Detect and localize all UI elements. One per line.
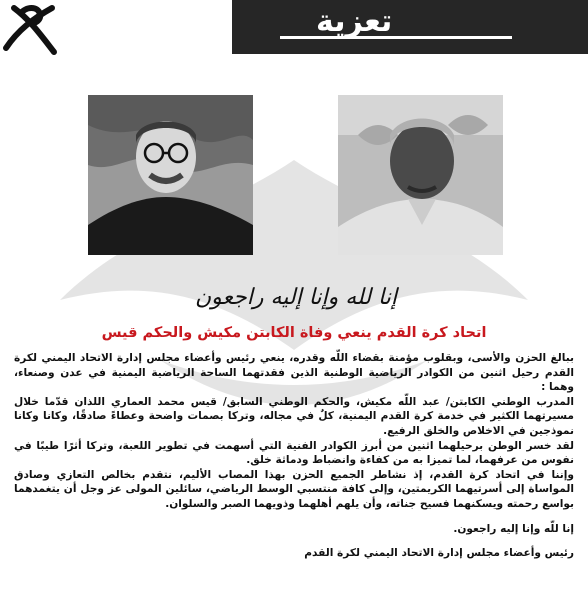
calligraphy-inna-lillah [186, 268, 406, 320]
closing-signature: رئيس وأعضاء مجلس إدارة الاتحاد اليمني لكرة القدم [304, 547, 574, 560]
svg-text:إنا لله وإنا إليه راجعون: إنا لله وإنا إليه راجعون [195, 285, 397, 310]
title-bar [232, 0, 588, 54]
page-title: تعزية [316, 4, 393, 39]
title-underline [280, 36, 512, 39]
portrait-glasses-man-image [88, 95, 253, 255]
paragraph-4: وإننا في اتحاد كرة القدم، إذ نشاطر الجميع الحزن بهذا المصاب الأليم، نتقدم بخالص التعازي وصادق المواساة إلى أسرتيهما الكريمتين، وإلى كافة منتسبي الوسط الرياضي، سائلين المولى عز وجل أن يتغمدهما بواسع رحمته ويسكنهما فسيح جناته، وأن يلهم أهلهما وذويهما الصبر والسلوان. [14, 468, 574, 510]
paragraph-3: لقد خسر الوطن برحيلهما اثنين من أبرز الكوادر الفنية التي أسهمت في تطوير اللعبة، وتركا أثرًا طيبًا في نفوس من عرفهما، لما تميزا به من كفاءة وانضباط ودماثة خلق. [14, 439, 574, 467]
paragraph-1: ببالغ الحزن والأسى، وبقلوب مؤمنة بقضاء اللّه وقدره، ينعي رئيس وأعضاء مجلس إدارة الاتحاد اليمني لكرة القدم رحيل اثنين من الكوادر الرياضية الوطنية الذين فقدتهما الساحة الرياضية اليمنية في عدن وصنعاء، وهما : [14, 352, 574, 394]
announcement-body [14, 351, 574, 561]
closing-prayer: إنا للّه وإنا إليه راجعون. [453, 522, 574, 535]
paragraph-2: المدرب الوطني الكابتن/ عبد اللّه مكيش، والحكم الوطني السابق/ قيس محمد العماري اللذان قدّما خلال مسيرتهما الكثير في خدمة كرة القدم اليمنية، كلٌ في مجاله، وتركا بصمات واضحة وعطاءً صادقًا، وكانا وكانا نموذجين في الاخلاص والخلق الرفيع. [14, 395, 574, 437]
portrait-older-man-image [338, 95, 503, 255]
photo-right [338, 95, 503, 255]
headline: اتحاد كرة القدم ينعي وفاة الكابتن مكيش والحكم قيس [101, 325, 487, 341]
photo-left [88, 95, 253, 255]
mourning-ribbon-icon [0, 0, 70, 60]
